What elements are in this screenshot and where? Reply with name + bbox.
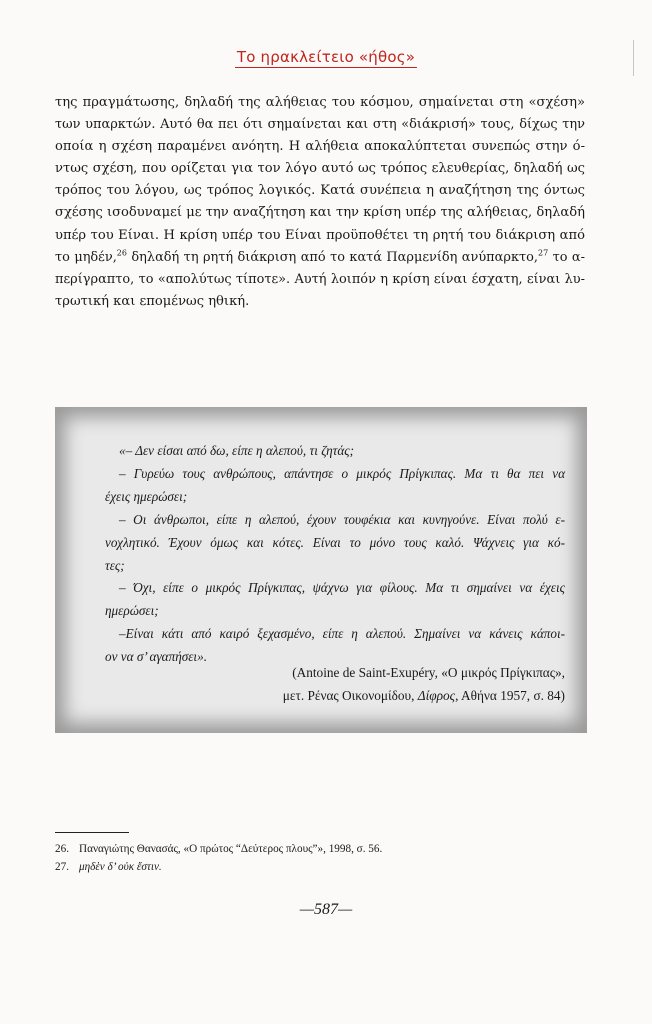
footnote-26 [55,840,575,858]
quote-line: έχεις ημερώσει; [105,488,188,504]
body-text-segment: δηλαδή τη ρητή διάκριση από το κατά Παρμενίδη ανύπαρκτο, [126,249,538,265]
quote-line: νοχλητικό. Έχουν όμως και κότες. Είναι το μόνο τους καλό. Ψάχνεις για κό- [105,534,565,550]
footnote-number: 26. [55,843,69,855]
body-line: τρωτική και επομένως ηθική. [55,293,250,309]
quote-line: – Οι άνθρωποι, είπε η αλεπού, έχουν τουφέκια και κυνηγούνε. Είναι πολύ ε- [119,511,565,527]
citation-publisher: Δίφρος [417,687,456,703]
citation-line: (Antoine de Saint-Exupéry, «Ο μικρός Πρίγκιπας», [292,665,565,680]
body-paragraph [55,92,585,313]
quote-line: –Είναι κάτι από καιρό ξεχασμένο, είπε η αλεπού. Σημαίνει να κάνεις κάποι- [119,626,565,642]
footnote-separator [55,832,129,833]
page-number: —587— [299,901,353,918]
body-line: ντως σχέση, που ορίζεται για τον λόγο αυτό ως τρόπος ελευθερίας, δηλαδή ως [55,161,585,177]
footnote-ref-26[interactable]: 26 [116,248,127,258]
body-line: των υπαρκτών. Αυτό θα πει ότι σημαίνεται και στη «διάκρισή» τους, δίχως την [55,117,585,133]
footnote-text: Παναγιώτης Θανασάς, «Ο πρώτος “Δεύτερος πλους”», 1998, σ. 56. [79,843,383,855]
citation-segment: μετ. Ρένας Οικονομίδου, [282,687,418,703]
body-text-segment: το μηδέν, [55,249,117,265]
body-line [55,247,585,269]
quote-text [105,440,565,669]
running-head [0,48,652,66]
quote-line: ημερώσει; [105,603,159,619]
body-line: σχέσης ισοδυναμεί με την αναζήτηση και την κρίση υπέρ της αλήθειας, δηλαδή [55,205,585,221]
footnote-text: μηδὲν δ’ οὐκ ἔστιν. [79,861,162,873]
scan-edge-mark [633,40,634,76]
footnotes [55,840,575,876]
body-text-segment: το α- [548,249,585,265]
citation-line [105,685,565,708]
quote-line: – Όχι, είπε ο μικρός Πρίγκιπας, ψάχνω για φίλους. Μα τι σημαίνει να έχεις [119,580,565,596]
body-line: οποία η σχέση παραμένει ανόητη. Η αλήθεια αποκαλύπτεται συνεπώς στην ό- [55,139,585,155]
quote-line: ον να σ’ αγαπήσει». [105,649,207,665]
citation-segment: , Αθήνα 1957, σ. 84) [455,687,565,703]
body-line: περίγραπτο, το «απολύτως τίποτε». Αυτή λοιπόν η κρίση είναι έσχατη, είναι λυ- [55,271,585,287]
quote-line: «– Δεν είσαι από δω, είπε η αλεπού, τι ζητάς; [119,443,355,458]
running-head-title: Το ηρακλείτειο «ήθος» [236,48,416,66]
quote-citation [105,662,565,708]
quote-box [55,407,587,733]
body-line: της πραγμάτωσης, δηλαδή της αλήθειας του κόσμου, σημαίνεται στη «σχέση» [55,95,585,110]
quote-line: τες; [105,557,125,573]
footnote-ref-27[interactable]: 27 [538,248,549,258]
footnote-number: 27. [55,861,69,873]
body-line: τρόπος του λόγου, ως τρόπος λογικός. Κατά συνέπεια η αναζήτηση της όντως [55,183,585,199]
quote-line: – Γυρεύω τους ανθρώπους, απάντησε ο μικρός Πρίγκιπας. Μα τι θα πει να [119,465,565,481]
footnote-27 [55,858,575,876]
body-line: υπέρ του Είναι. Η κρίση υπέρ του Είναι προϋποθέτει τη ρητή του διάκριση από [55,227,585,243]
